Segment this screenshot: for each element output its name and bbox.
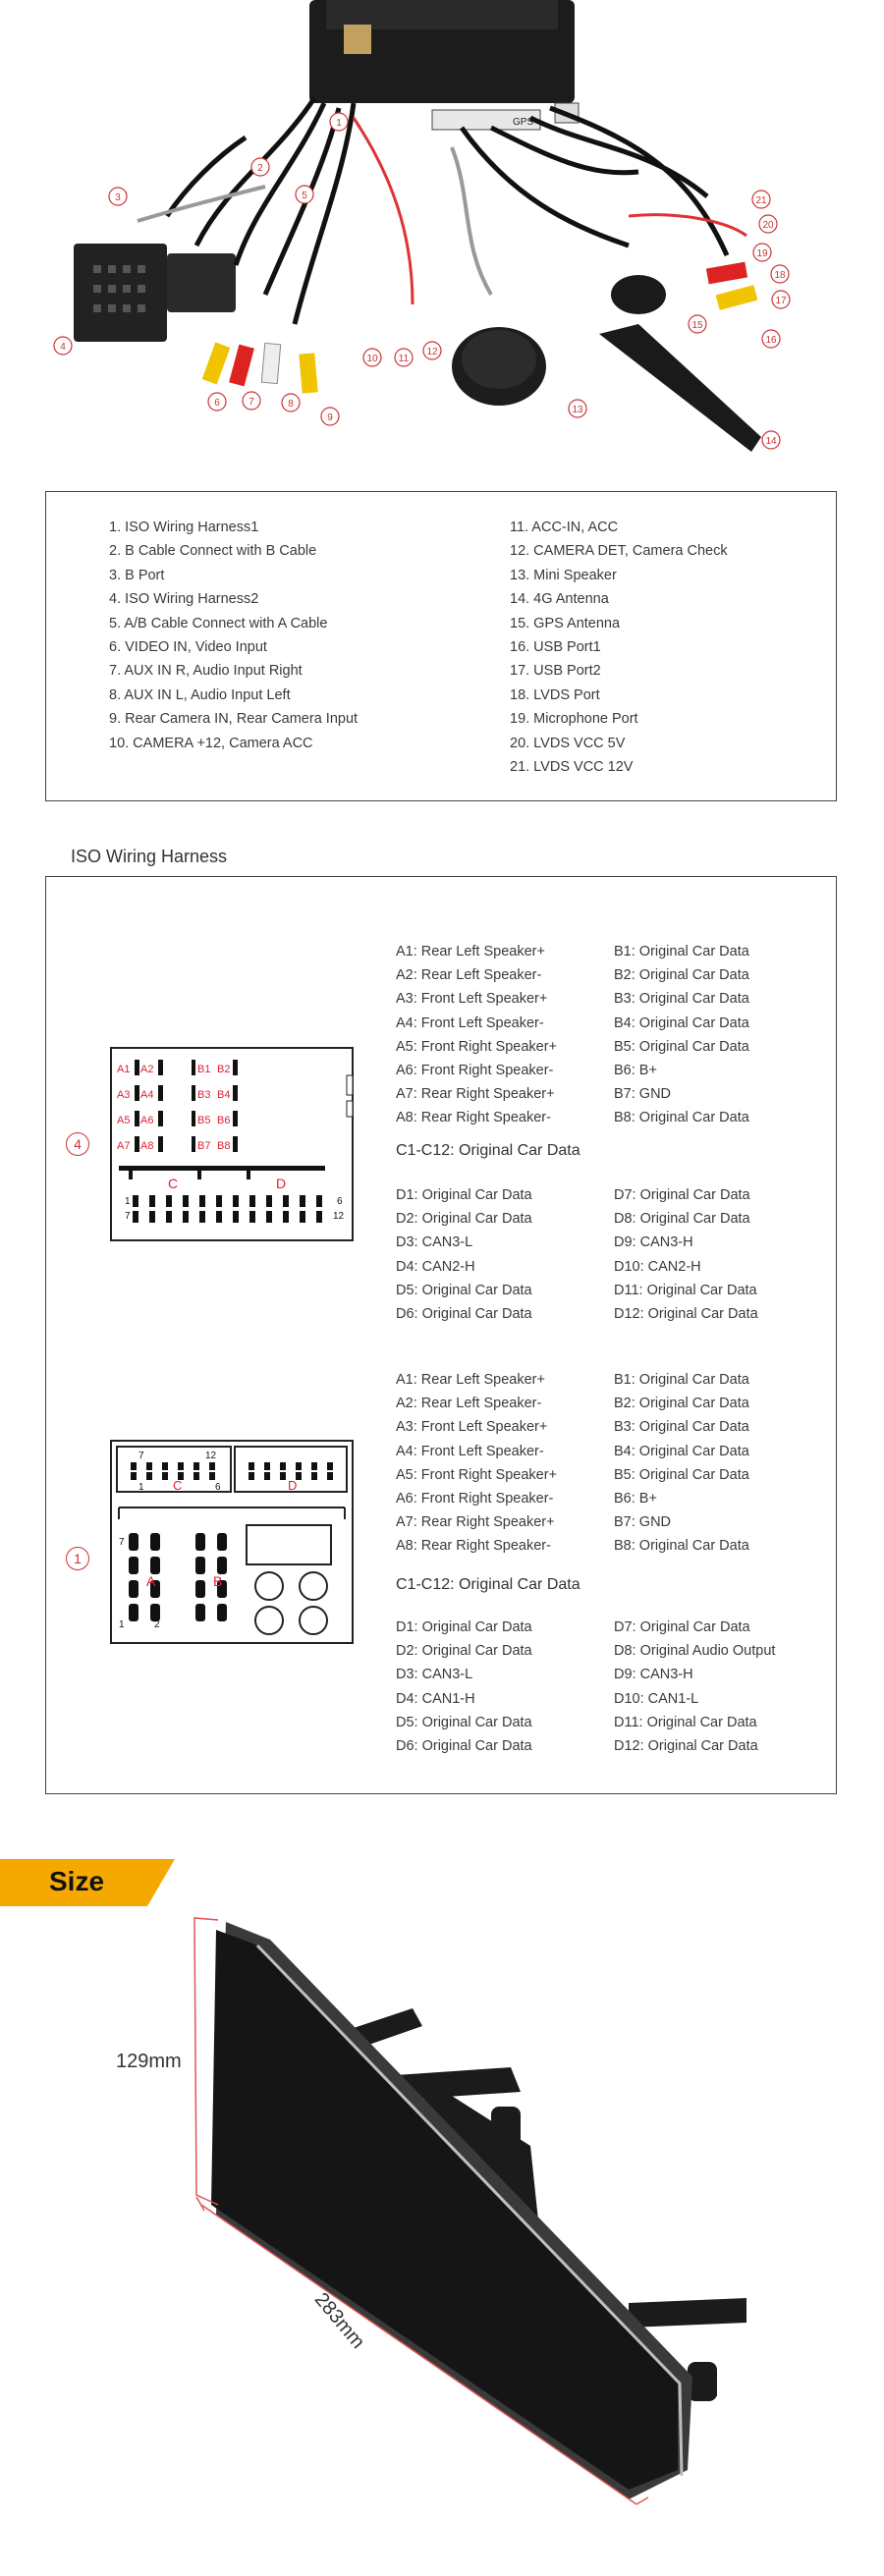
connector-pin: [311, 1472, 317, 1480]
connector-pin: [133, 1195, 138, 1207]
connector-pin: [129, 1580, 138, 1598]
gps-port-label: GPS: [513, 117, 534, 128]
harness1-marker: 1: [66, 1547, 89, 1570]
connector-pin: [146, 1462, 152, 1470]
pin-d-item: D2: Original Car Data: [396, 1211, 532, 1228]
legend-item: 18. LVDS Port: [510, 686, 600, 703]
photo-callout-number: 6: [214, 398, 220, 409]
h4-a6: A6: [140, 1115, 154, 1126]
pin-a-item: A5: Front Right Speaker+: [396, 1466, 558, 1483]
photo-callout-number: 17: [775, 296, 787, 306]
h1-n1: 1: [138, 1482, 144, 1493]
photo-callout: [109, 188, 127, 205]
connector-pin: [217, 1604, 227, 1621]
connector-pin: [193, 1472, 199, 1480]
pin-a-item: A8: Rear Right Speaker-: [396, 1538, 551, 1555]
pin-b-item: B4: Original Car Data: [614, 1014, 749, 1031]
h4-b6: B6: [217, 1115, 231, 1126]
photo-callout: [762, 330, 780, 348]
photo-callout-number: 4: [60, 342, 66, 353]
pin-d-item: D4: CAN1-H: [396, 1690, 475, 1707]
h4-a3: A3: [117, 1089, 131, 1101]
photo-callout: [772, 291, 790, 308]
photo-callout-number: 11: [398, 354, 410, 364]
pin-b-item: B2: Original Car Data: [614, 1396, 749, 1412]
photo-callout: [771, 265, 789, 283]
pin-d-item: D10: CAN1-L: [614, 1690, 699, 1707]
connector-pin: [300, 1195, 305, 1207]
pin-b-item: B7: GND: [614, 1514, 672, 1531]
pin-a-item: A1: Rear Left Speaker+: [396, 1372, 545, 1388]
h4-c-label: C: [168, 1176, 179, 1191]
photo-callout: [689, 315, 706, 333]
connector-pin: [209, 1472, 215, 1480]
connector-pin: [300, 1211, 305, 1223]
connector-pin: [166, 1211, 172, 1223]
pin-d-item: D3: CAN3-L: [396, 1667, 473, 1683]
connector-pin: [316, 1211, 322, 1223]
h4-b7: B7: [197, 1140, 211, 1152]
legend-item: 1. ISO Wiring Harness1: [109, 520, 259, 535]
legend-item: 9. Rear Camera IN, Rear Camera Input: [109, 711, 359, 728]
connector-pin: [195, 1604, 205, 1621]
connector-pin: [193, 1462, 199, 1470]
h4-n1: 1: [125, 1196, 131, 1207]
pin-b-item: B6: B+: [614, 1063, 657, 1079]
pin-a-item: A1: Rear Left Speaker+: [396, 944, 545, 959]
pin-d-item: D5: Original Car Data: [396, 1282, 532, 1298]
connector-pin: [233, 1211, 239, 1223]
connector-pin: [195, 1557, 205, 1574]
legend-item: 21. LVDS VCC 12V: [510, 759, 634, 776]
photo-callout-number: 21: [755, 195, 767, 206]
pin-a-item: A2: Rear Left Speaker-: [396, 1396, 542, 1412]
legend-item: 12. CAMERA DET, Camera Check: [510, 543, 728, 560]
h1-c-label: C: [173, 1478, 183, 1493]
harness1-a-pins: [396, 1368, 557, 1559]
photo-callout-number: 10: [366, 354, 378, 364]
photo-callout: [243, 392, 260, 410]
h1-g8: 8: [154, 1537, 160, 1548]
pin-a-item: A4: Front Left Speaker-: [396, 1443, 544, 1459]
h4-n12: 12: [333, 1211, 345, 1222]
harness4-diagram: [109, 1046, 355, 1242]
h1-b-label: B: [213, 1573, 223, 1589]
connector-pin: [283, 1211, 289, 1223]
h4-a2: A2: [140, 1064, 154, 1075]
legend-right-column: [510, 516, 728, 779]
connector-pin: [199, 1195, 205, 1207]
connector-pin: [327, 1462, 333, 1470]
harness1-d-right: [614, 1616, 775, 1758]
connector-pin: [264, 1472, 270, 1480]
photo-callout-number: 8: [288, 399, 294, 410]
pin-a-item: A2: Rear Left Speaker-: [396, 967, 542, 984]
h1-n6: 6: [215, 1482, 221, 1493]
h4-n7: 7: [125, 1211, 131, 1222]
pin-a-item: A3: Front Left Speaker+: [396, 1419, 548, 1436]
legend-item: 15. GPS Antenna: [510, 615, 621, 631]
pin-b-item: B4: Original Car Data: [614, 1443, 749, 1459]
connector-pin: [149, 1195, 155, 1207]
photo-callout: [423, 342, 441, 359]
h1-g7: 7: [119, 1537, 125, 1548]
legend-item: 16. USB Port1: [510, 639, 601, 656]
legend-item: 5. A/B Cable Connect with A Cable: [109, 615, 328, 631]
pin-d-item: D7: Original Car Data: [614, 1619, 750, 1635]
photo-callout: [321, 408, 339, 425]
connector-pin: [209, 1462, 215, 1470]
h1-a-label: A: [146, 1573, 156, 1589]
h1-n7: 7: [138, 1451, 144, 1461]
h4-b3: B3: [197, 1089, 211, 1101]
photo-callouts: [0, 0, 884, 462]
photo-callout-number: 7: [249, 397, 254, 408]
pin-a-item: A4: Front Left Speaker-: [396, 1014, 544, 1031]
h4-a1: A1: [117, 1064, 131, 1075]
pin-b-item: B3: Original Car Data: [614, 991, 749, 1008]
legend-item: 13. Mini Speaker: [510, 567, 617, 583]
photo-callout: [330, 113, 348, 131]
connector-pin: [316, 1195, 322, 1207]
legend-item: 14. 4G Antenna: [510, 591, 609, 608]
harness4-a-pins: [396, 940, 557, 1130]
connector-pin: [149, 1211, 155, 1223]
pin-d-item: D9: CAN3-H: [614, 1234, 693, 1251]
h1-g2: 2: [154, 1619, 160, 1630]
photo-callout: [762, 431, 780, 449]
harness4-d-left: [396, 1183, 532, 1326]
pin-b-item: B7: GND: [614, 1086, 672, 1103]
h4-a5: A5: [117, 1115, 131, 1126]
connector-pin: [162, 1462, 168, 1470]
pin-b-item: B1: Original Car Data: [614, 1372, 749, 1388]
connector-pin: [129, 1604, 138, 1621]
connector-pin: [199, 1211, 205, 1223]
legend-box: [45, 491, 837, 801]
connector-pin: [249, 1462, 254, 1470]
legend-item: 11. ACC-IN, ACC: [510, 520, 619, 535]
photo-callout-number: 1: [336, 118, 342, 129]
photo-callout-number: 5: [302, 191, 307, 201]
pin-d-item: D11: Original Car Data: [614, 1714, 757, 1730]
pin-d-item: D6: Original Car Data: [396, 1306, 532, 1323]
connector-pin: [266, 1195, 272, 1207]
connector-pin: [216, 1195, 222, 1207]
pin-d-item: D10: CAN2-H: [614, 1258, 701, 1275]
h1-g1: 1: [119, 1619, 125, 1630]
connector-pin: [183, 1211, 189, 1223]
connector-pin: [311, 1462, 317, 1470]
legend-item: 10. CAMERA +12, Camera ACC: [109, 735, 313, 751]
connector-pin: [217, 1557, 227, 1574]
pin-a-item: A3: Front Left Speaker+: [396, 991, 548, 1008]
h4-b5: B5: [197, 1115, 211, 1126]
photo-callout-number: 2: [257, 163, 263, 174]
pin-d-item: D8: Original Audio Output: [614, 1643, 776, 1660]
legend-item: 19. Microphone Port: [510, 711, 638, 728]
photo-callout: [208, 393, 226, 411]
harness1-d-left: [396, 1616, 532, 1758]
harness4-b-pins: [614, 940, 749, 1130]
connector-pin: [217, 1533, 227, 1551]
photo-callout: [251, 158, 269, 176]
pin-b-item: B1: Original Car Data: [614, 944, 749, 959]
photo-callout-number: 12: [426, 347, 438, 357]
h4-b8: B8: [217, 1140, 231, 1152]
harness4-c-line: C1-C12: Original Car Data: [396, 1142, 580, 1159]
connector-pin: [195, 1533, 205, 1551]
pin-b-item: B2: Original Car Data: [614, 967, 749, 984]
connector-pin: [129, 1533, 138, 1551]
connector-pin: [233, 1195, 239, 1207]
connector-pin: [249, 1211, 255, 1223]
connector-pin: [166, 1195, 172, 1207]
h4-b2: B2: [217, 1064, 231, 1075]
pin-a-item: A6: Front Right Speaker-: [396, 1063, 554, 1079]
legend-item: 20. LVDS VCC 5V: [510, 735, 626, 751]
pin-a-item: A6: Front Right Speaker-: [396, 1491, 554, 1507]
connector-pin: [162, 1472, 168, 1480]
connector-pin: [283, 1195, 289, 1207]
pin-b-item: B8: Original Car Data: [614, 1110, 749, 1126]
legend-item: 17. USB Port2: [510, 663, 601, 680]
pin-d-item: D6: Original Car Data: [396, 1738, 532, 1755]
connector-pin: [216, 1211, 222, 1223]
photo-callout-number: 9: [327, 412, 333, 423]
photo-callout: [569, 400, 586, 417]
connector-pin: [280, 1462, 286, 1470]
h4-a8: A8: [140, 1140, 154, 1152]
connector-pin: [296, 1462, 302, 1470]
h4-a4: A4: [140, 1089, 154, 1101]
h1-n12: 12: [205, 1451, 217, 1461]
harness1-c-line: C1-C12: Original Car Data: [396, 1576, 580, 1593]
connector-pin: [131, 1462, 137, 1470]
photo-callout-number: 19: [756, 248, 768, 259]
pin-b-item: B6: B+: [614, 1491, 657, 1507]
pin-d-item: D11: Original Car Data: [614, 1282, 757, 1298]
pin-d-item: D1: Original Car Data: [396, 1187, 532, 1203]
pin-d-item: D3: CAN3-L: [396, 1234, 473, 1251]
connector-pin: [249, 1195, 255, 1207]
h4-d-label: D: [276, 1176, 287, 1191]
h4-b1: B1: [197, 1064, 211, 1075]
pin-d-item: D5: Original Car Data: [396, 1714, 532, 1730]
connector-pin: [280, 1472, 286, 1480]
pin-d-item: D12: Original Car Data: [614, 1306, 758, 1323]
pin-b-item: B5: Original Car Data: [614, 1466, 749, 1483]
legend-item: 8. AUX IN L, Audio Input Left: [109, 686, 291, 703]
connector-pin: [183, 1195, 189, 1207]
photo-callout: [395, 349, 413, 366]
photo-callout-number: 18: [774, 270, 786, 281]
harness1-b-pins: [614, 1368, 749, 1559]
photo-callout-number: 13: [572, 405, 583, 415]
connector-pin: [133, 1211, 138, 1223]
pin-b-item: B5: Original Car Data: [614, 1038, 749, 1055]
height-dimension: 129mm: [116, 2051, 182, 2072]
photo-callout: [753, 244, 771, 261]
photo-callout-number: 15: [691, 320, 703, 331]
photo-callout-number: 20: [762, 220, 774, 231]
legend-item: 2. B Cable Connect with B Cable: [109, 543, 317, 560]
legend-item: 3. B Port: [109, 567, 165, 583]
size-heading: Size: [49, 1866, 105, 1896]
photo-callout: [759, 215, 777, 233]
connector-pin: [146, 1472, 152, 1480]
pin-d-item: D1: Original Car Data: [396, 1619, 532, 1635]
pin-d-item: D8: Original Car Data: [614, 1211, 750, 1228]
iso-section-title: ISO Wiring Harness: [71, 847, 228, 866]
photo-callout-number: 16: [765, 335, 777, 346]
pin-a-item: A8: Rear Right Speaker-: [396, 1110, 551, 1126]
pin-d-item: D4: CAN2-H: [396, 1258, 475, 1275]
pin-a-item: A5: Front Right Speaker+: [396, 1038, 558, 1055]
connector-pin: [195, 1580, 205, 1598]
connector-pin: [327, 1472, 333, 1480]
photo-callout: [296, 186, 313, 203]
harness4-d-right: [614, 1183, 758, 1326]
harness4-marker: 4: [66, 1132, 89, 1156]
legend-item: 4. ISO Wiring Harness2: [109, 591, 259, 608]
photo-callout-number: 14: [765, 436, 777, 447]
connector-pin: [131, 1472, 137, 1480]
iso-harness-box: [45, 876, 837, 1794]
legend-item: 6. VIDEO IN, Video Input: [109, 639, 267, 656]
photo-callout: [752, 191, 770, 208]
connector-pin: [129, 1557, 138, 1574]
pin-a-item: A7: Rear Right Speaker+: [396, 1086, 555, 1103]
width-dimension: 283mm: [309, 2288, 369, 2353]
h4-n6: 6: [337, 1196, 343, 1207]
pin-b-item: B3: Original Car Data: [614, 1419, 749, 1436]
legend-left-column: [109, 516, 358, 755]
photo-callout: [54, 337, 72, 355]
legend-item: 7. AUX IN R, Audio Input Right: [109, 663, 303, 680]
connector-pin: [178, 1462, 184, 1470]
connector-pin: [266, 1211, 272, 1223]
connector-pin: [150, 1557, 160, 1574]
harness1-diagram: [109, 1439, 355, 1645]
photo-callout: [363, 349, 381, 366]
connector-pin: [264, 1462, 270, 1470]
photo-callout-number: 3: [115, 192, 121, 203]
photo-callout: [282, 394, 300, 411]
screen-dimension-drawing: [0, 1910, 884, 2576]
connector-pin: [249, 1472, 254, 1480]
pin-a-item: A7: Rear Right Speaker+: [396, 1514, 555, 1531]
h1-d-label: D: [288, 1478, 298, 1493]
h4-b4: B4: [217, 1089, 231, 1101]
h4-a7: A7: [117, 1140, 131, 1152]
pin-d-item: D12: Original Car Data: [614, 1738, 758, 1755]
pin-b-item: B8: Original Car Data: [614, 1538, 749, 1555]
pin-d-item: D7: Original Car Data: [614, 1187, 750, 1203]
pin-d-item: D9: CAN3-H: [614, 1667, 693, 1683]
pin-d-item: D2: Original Car Data: [396, 1643, 532, 1660]
